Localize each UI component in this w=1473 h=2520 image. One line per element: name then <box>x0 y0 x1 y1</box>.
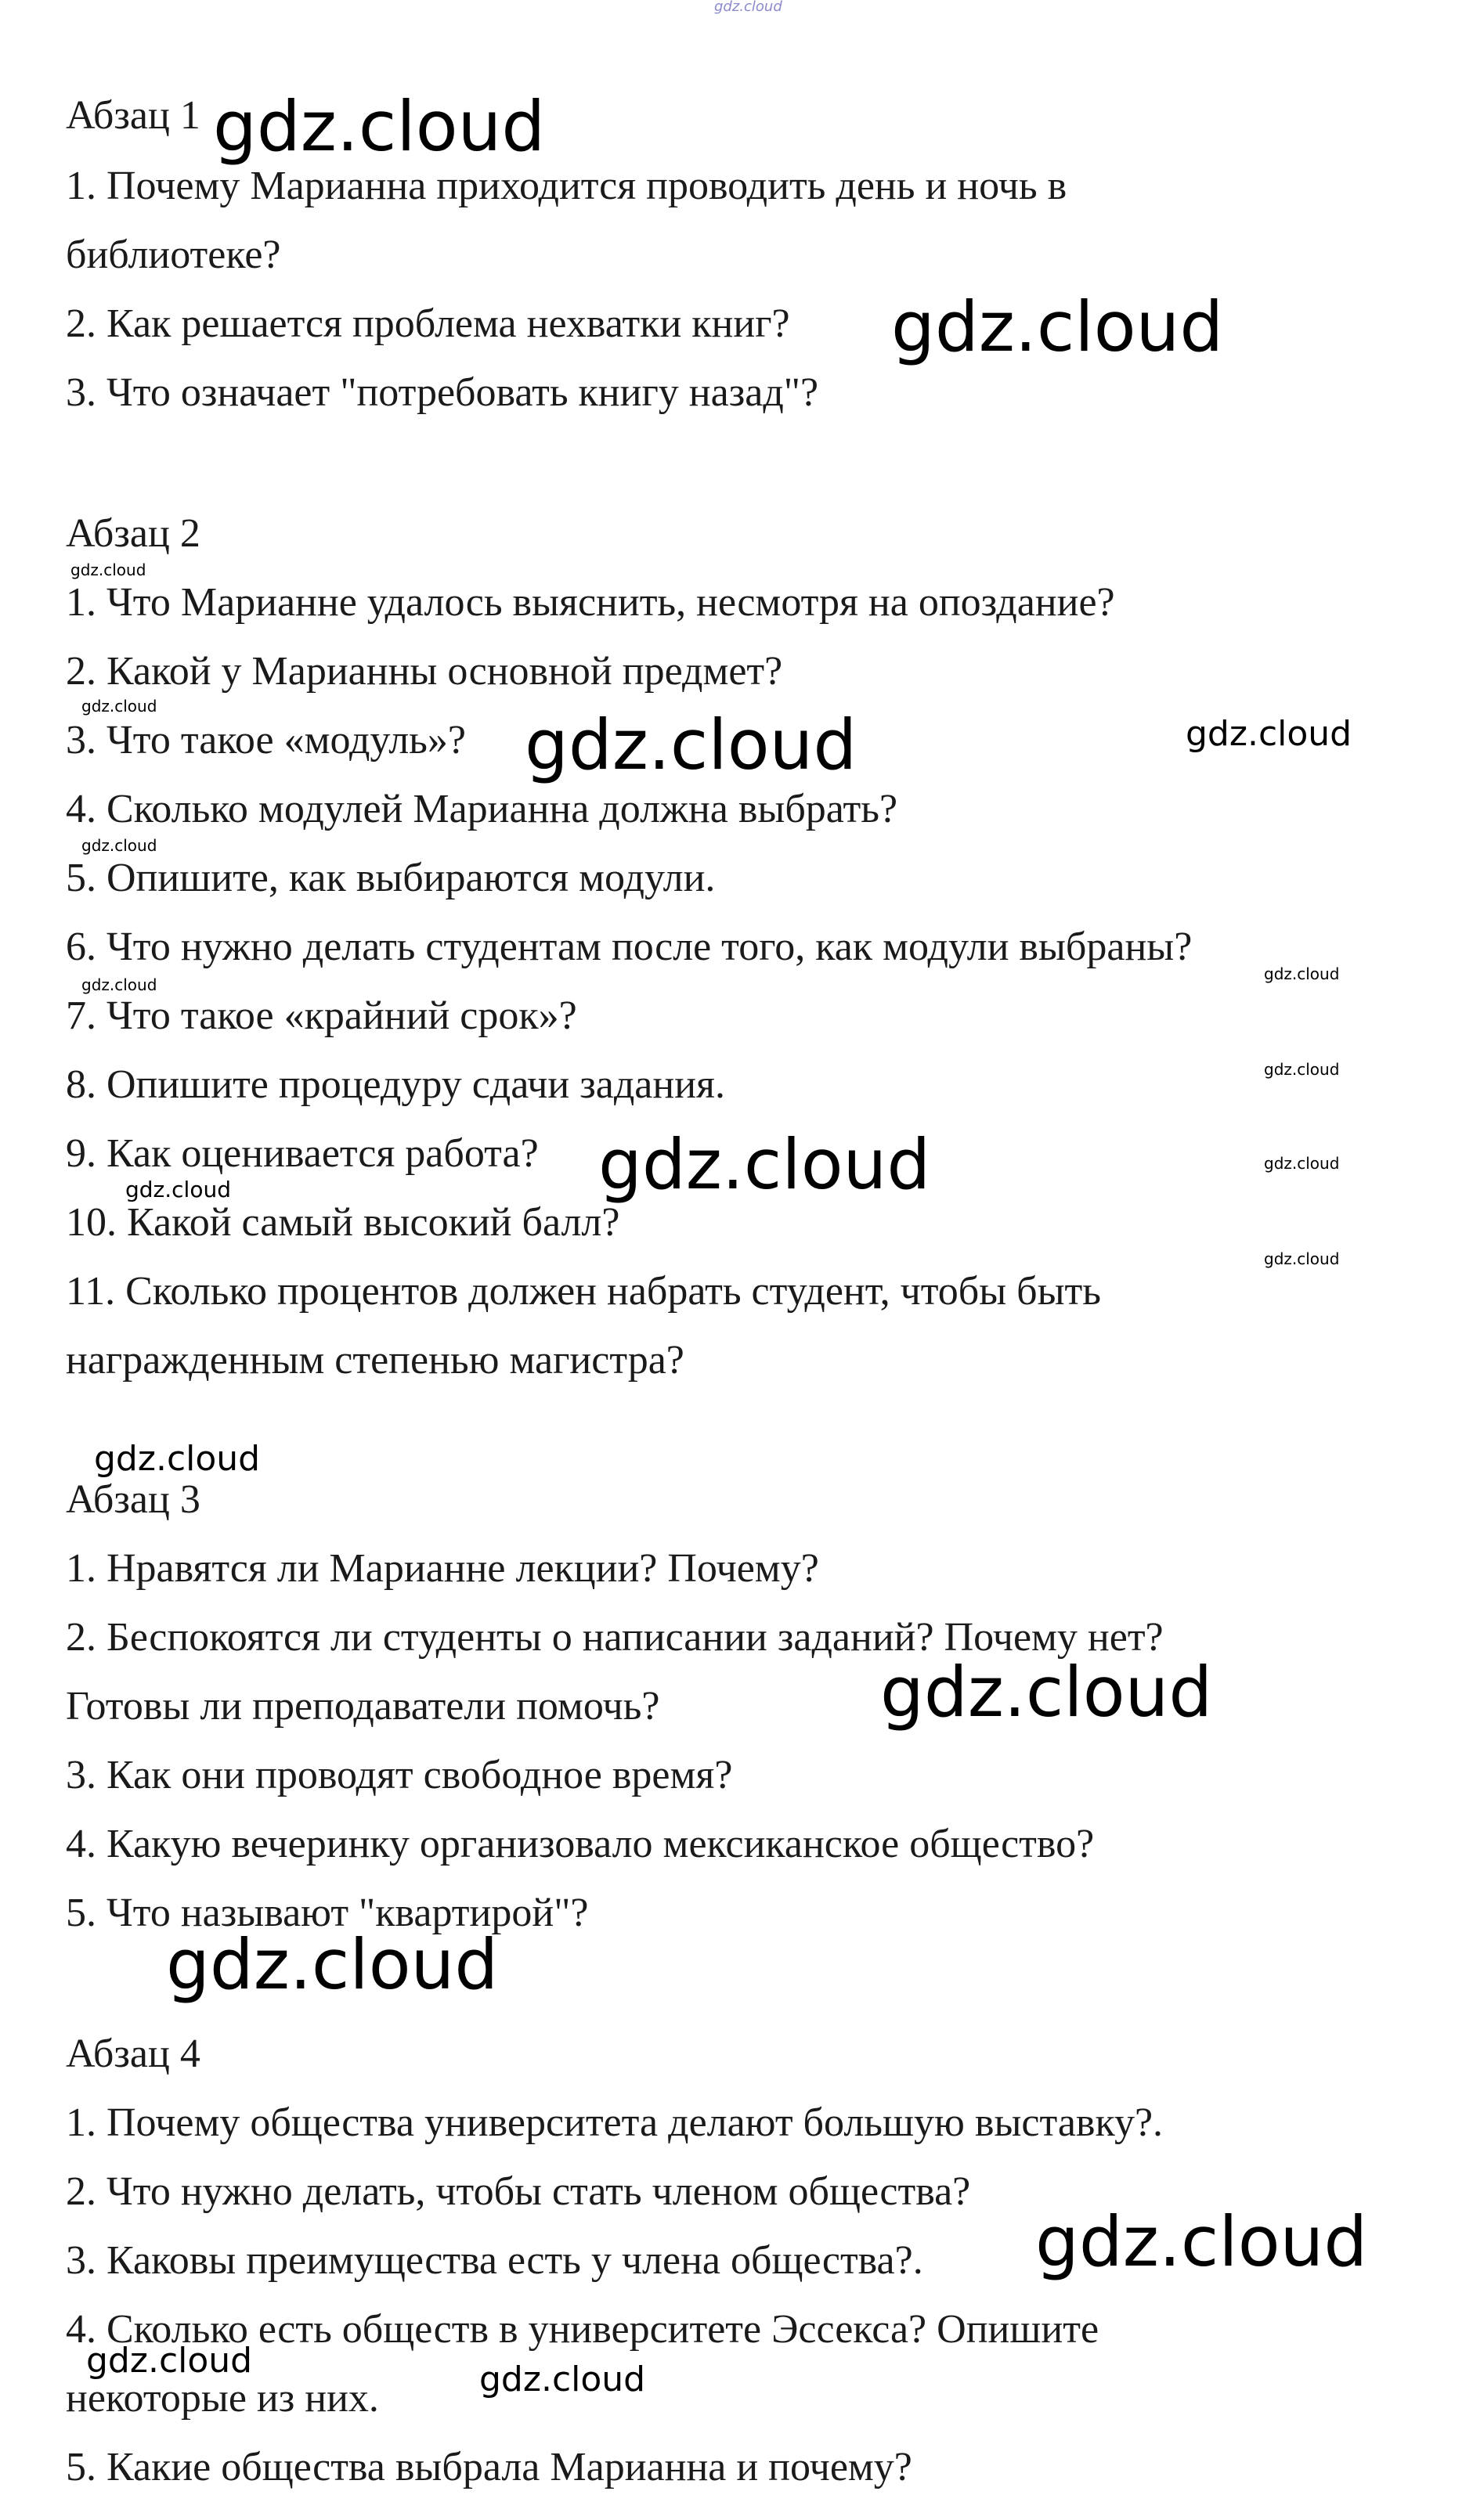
section-2-line-2: 2. Какой у Марианны основной предмет? <box>66 649 783 694</box>
section-2-line-10: 10. Какой самый высокий балл? <box>66 1200 620 1245</box>
watermark-small-5: gdz.cloud <box>81 975 157 994</box>
section-1-line-2: библиотеке? <box>66 233 281 277</box>
section-3-heading: Абзац 3 <box>66 1477 200 1522</box>
section-2-line-8: 8. Опишите процедуру сдачи задания. <box>66 1062 725 1107</box>
section-3-line-6: 5. Что называют "квартирой"? <box>66 1891 589 1935</box>
section-4-line-3: 3. Каковы преимущества есть у члена общества?. <box>66 2238 923 2283</box>
section-4-line-6: 5. Какие общества выбрала Марианна и почему? <box>66 2445 912 2489</box>
section-3-line-1: 1. Нравятся ли Марианне лекции? Почему? <box>66 1546 819 1591</box>
section-1-line-3: 2. Как решается проблема нехватки книг? <box>66 301 790 346</box>
section-2-line-3: 3. Что такое «модуль»? <box>66 718 466 762</box>
section-3-line-2: 2. Беспокоятся ли студенты о написании заданий? Почему нет? <box>66 1615 1164 1660</box>
watermark-medium-2: gdz.cloud <box>94 1439 261 1479</box>
watermark-small-1: gdz.cloud <box>70 561 146 579</box>
watermark-large-2: gdz.cloud <box>891 287 1224 367</box>
watermark-small-4: gdz.cloud <box>1264 964 1340 983</box>
section-4-line-2: 2. Что нужно делать, чтобы стать членом общества? <box>66 2169 971 2214</box>
watermark-small-2: gdz.cloud <box>81 697 157 716</box>
section-2-heading: Абзац 2 <box>66 511 200 556</box>
watermark-large-1: gdz.cloud <box>213 86 546 167</box>
watermark-medium-3: gdz.cloud <box>86 2341 253 2381</box>
section-1-line-1: 1. Почему Марианна приходится проводить день и ночь в <box>66 164 1067 208</box>
watermark-top: gdz.cloud <box>714 0 782 15</box>
section-3-line-3: Готовы ли преподаватели помочь? <box>66 1684 660 1729</box>
section-1-line-4: 3. Что означает "потребовать книгу назад"? <box>66 370 819 415</box>
section-2-line-11: 11. Сколько процентов должен набрать студент, чтобы быть <box>66 1269 1101 1314</box>
section-4-line-4: 4. Сколько есть обществ в университете Эссекса? Опишите <box>66 2307 1099 2352</box>
watermark-small-6: gdz.cloud <box>1264 1060 1340 1079</box>
watermark-small-3: gdz.cloud <box>81 836 157 855</box>
section-2-line-7: 7. Что такое «крайний срок»? <box>66 993 577 1038</box>
section-2-line-1: 1. Что Марианне удалось выяснить, несмотря на опоздание? <box>66 580 1115 625</box>
section-1-heading: Абзац 1 <box>66 93 200 138</box>
watermark-small-7: gdz.cloud <box>1264 1154 1340 1173</box>
watermark-large-4: gdz.cloud <box>598 1124 931 1205</box>
watermark-medium-1: gdz.cloud <box>1186 714 1352 754</box>
section-3-line-5: 4. Какую вечеринку организовало мексиканское общество? <box>66 1822 1095 1866</box>
watermark-small-8: gdz.cloud <box>125 1177 231 1202</box>
section-2-line-9: 9. Как оценивается работа? <box>66 1131 539 1176</box>
section-2-line-5: 5. Опишите, как выбираются модули. <box>66 856 716 900</box>
section-4-line-5: некоторые из них. <box>66 2376 379 2421</box>
watermark-large-7: gdz.cloud <box>1035 2201 1368 2282</box>
watermark-large-3: gdz.cloud <box>525 705 857 785</box>
watermark-large-6: gdz.cloud <box>166 1924 499 2005</box>
section-4-heading: Абзац 4 <box>66 2032 200 2076</box>
watermark-large-5: gdz.cloud <box>880 1652 1213 1732</box>
section-3-line-4: 3. Как они проводят свободное время? <box>66 1753 733 1797</box>
section-2-line-6: 6. Что нужно делать студентам после того, как модули выбраны? <box>66 925 1193 969</box>
section-2-line-12: награжденным степенью магистра? <box>66 1338 684 1383</box>
watermark-medium-4: gdz.cloud <box>479 2360 646 2399</box>
section-2-line-4: 4. Сколько модулей Марианна должна выбрать? <box>66 787 898 831</box>
watermark-small-9: gdz.cloud <box>1264 1249 1340 1268</box>
section-4-line-1: 1. Почему общества университета делают большую выставку?. <box>66 2100 1164 2145</box>
